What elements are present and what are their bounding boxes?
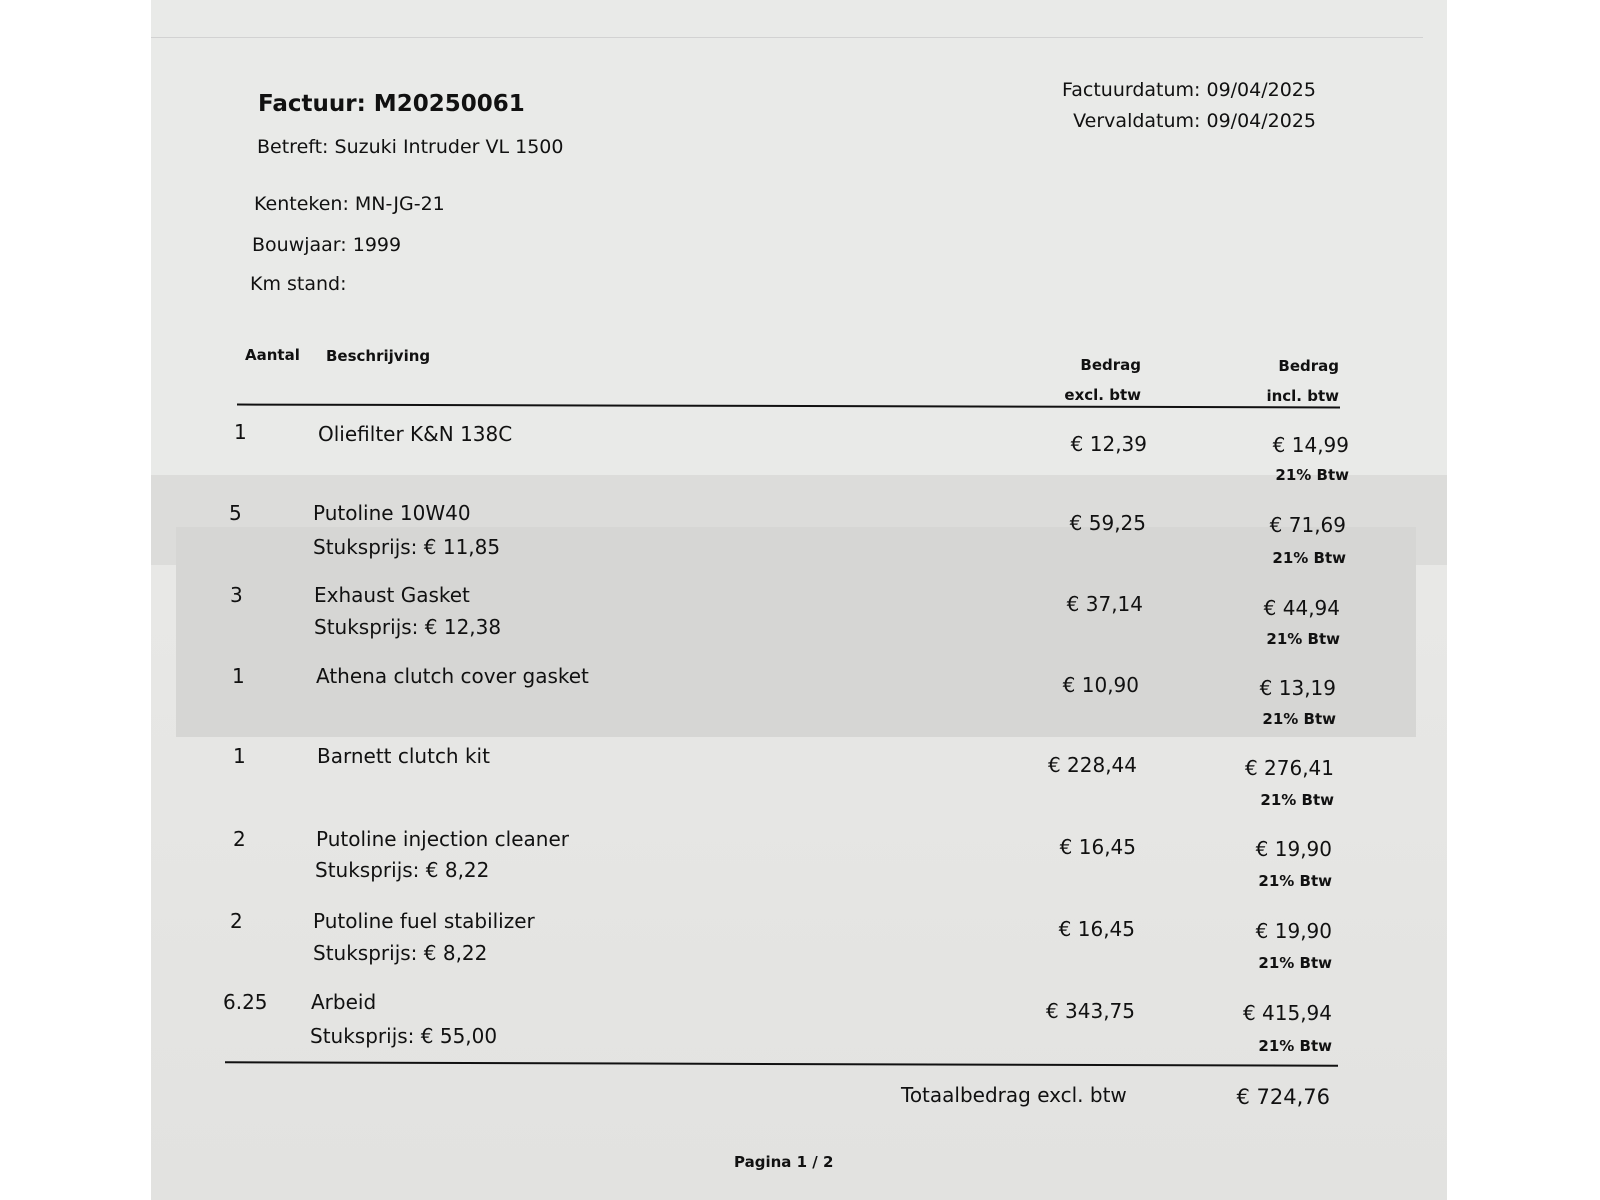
- row-desc: Putoline fuel stabilizer: [313, 909, 535, 933]
- row-vat: 21% Btw: [1275, 466, 1349, 484]
- row-amount-excl: € 10,90: [1062, 673, 1139, 697]
- row-amount-incl: € 19,90: [1255, 919, 1332, 943]
- row-desc: Exhaust Gasket: [314, 583, 470, 607]
- row-unit-price: Stuksprijs: € 8,22: [315, 858, 490, 882]
- row-amount-incl: € 44,94: [1263, 596, 1340, 620]
- total-value: € 724,76: [1236, 1085, 1330, 1109]
- row-amount-excl: € 16,45: [1059, 835, 1136, 859]
- build-year: Bouwjaar: 1999: [252, 234, 402, 256]
- row-amount-incl: € 14,99: [1272, 433, 1349, 457]
- row-vat: 21% Btw: [1272, 549, 1346, 567]
- row-qty: 1: [234, 420, 247, 444]
- due-date: Vervaldatum: 09/04/2025: [1073, 110, 1316, 132]
- row-desc: Barnett clutch kit: [317, 744, 490, 768]
- row-qty: 2: [230, 909, 243, 933]
- row-unit-price: Stuksprijs: € 8,22: [313, 941, 488, 965]
- row-qty: 2: [233, 827, 246, 851]
- row-amount-incl: € 19,90: [1255, 837, 1332, 861]
- row-desc: Putoline injection cleaner: [316, 827, 569, 851]
- row-amount-excl: € 59,25: [1069, 511, 1146, 535]
- row-desc: Oliefilter K&N 138C: [318, 422, 513, 446]
- row-amount-incl: € 13,19: [1259, 676, 1336, 700]
- column-header-desc: Beschrijving: [326, 347, 431, 365]
- row-vat: 21% Btw: [1258, 872, 1332, 890]
- total-rule: [225, 1061, 1338, 1066]
- column-header-qty: Aantal: [245, 346, 300, 364]
- row-vat: 21% Btw: [1258, 1037, 1332, 1055]
- row-amount-excl: € 37,14: [1066, 592, 1143, 616]
- row-qty: 1: [233, 744, 246, 768]
- invoice-page: [151, 0, 1447, 1200]
- top-edge-line: [151, 37, 1423, 38]
- row-desc: Athena clutch cover gasket: [316, 664, 589, 688]
- row-vat: 21% Btw: [1258, 954, 1332, 972]
- mileage: Km stand:: [250, 273, 347, 295]
- row-vat: 21% Btw: [1260, 791, 1334, 809]
- row-amount-incl: € 415,94: [1242, 1001, 1332, 1025]
- row-amount-excl: € 12,39: [1070, 432, 1147, 456]
- column-header-incl: Bedrag: [1278, 357, 1339, 375]
- row-amount-excl: € 343,75: [1045, 999, 1135, 1023]
- row-amount-incl: € 276,41: [1244, 756, 1334, 780]
- row-unit-price: Stuksprijs: € 11,85: [313, 535, 501, 559]
- row-qty: 6.25: [223, 990, 268, 1014]
- row-unit-price: Stuksprijs: € 12,38: [314, 615, 502, 639]
- column-header-excl-sub: excl. btw: [1064, 386, 1141, 404]
- row-qty: 1: [232, 664, 245, 688]
- row-vat: 21% Btw: [1266, 630, 1340, 648]
- row-unit-price: Stuksprijs: € 55,00: [310, 1024, 498, 1048]
- row-desc: Arbeid: [311, 990, 377, 1014]
- page-number: Pagina 1 / 2: [734, 1153, 834, 1171]
- column-header-excl: Bedrag: [1080, 356, 1141, 374]
- row-amount-excl: € 16,45: [1058, 917, 1135, 941]
- row-amount-incl: € 71,69: [1269, 513, 1346, 537]
- invoice-date: Factuurdatum: 09/04/2025: [1062, 79, 1316, 101]
- invoice-title: Factuur: M20250061: [258, 91, 525, 117]
- row-qty: 5: [229, 501, 242, 525]
- row-amount-excl: € 228,44: [1047, 753, 1137, 777]
- row-qty: 3: [230, 583, 243, 607]
- total-label: Totaalbedrag excl. btw: [901, 1083, 1127, 1107]
- column-header-incl-sub: incl. btw: [1266, 387, 1339, 405]
- row-vat: 21% Btw: [1262, 710, 1336, 728]
- row-desc: Putoline 10W40: [313, 501, 471, 525]
- license-plate: Kenteken: MN-JG-21: [254, 193, 445, 215]
- invoice-subject: Betreft: Suzuki Intruder VL 1500: [257, 136, 564, 158]
